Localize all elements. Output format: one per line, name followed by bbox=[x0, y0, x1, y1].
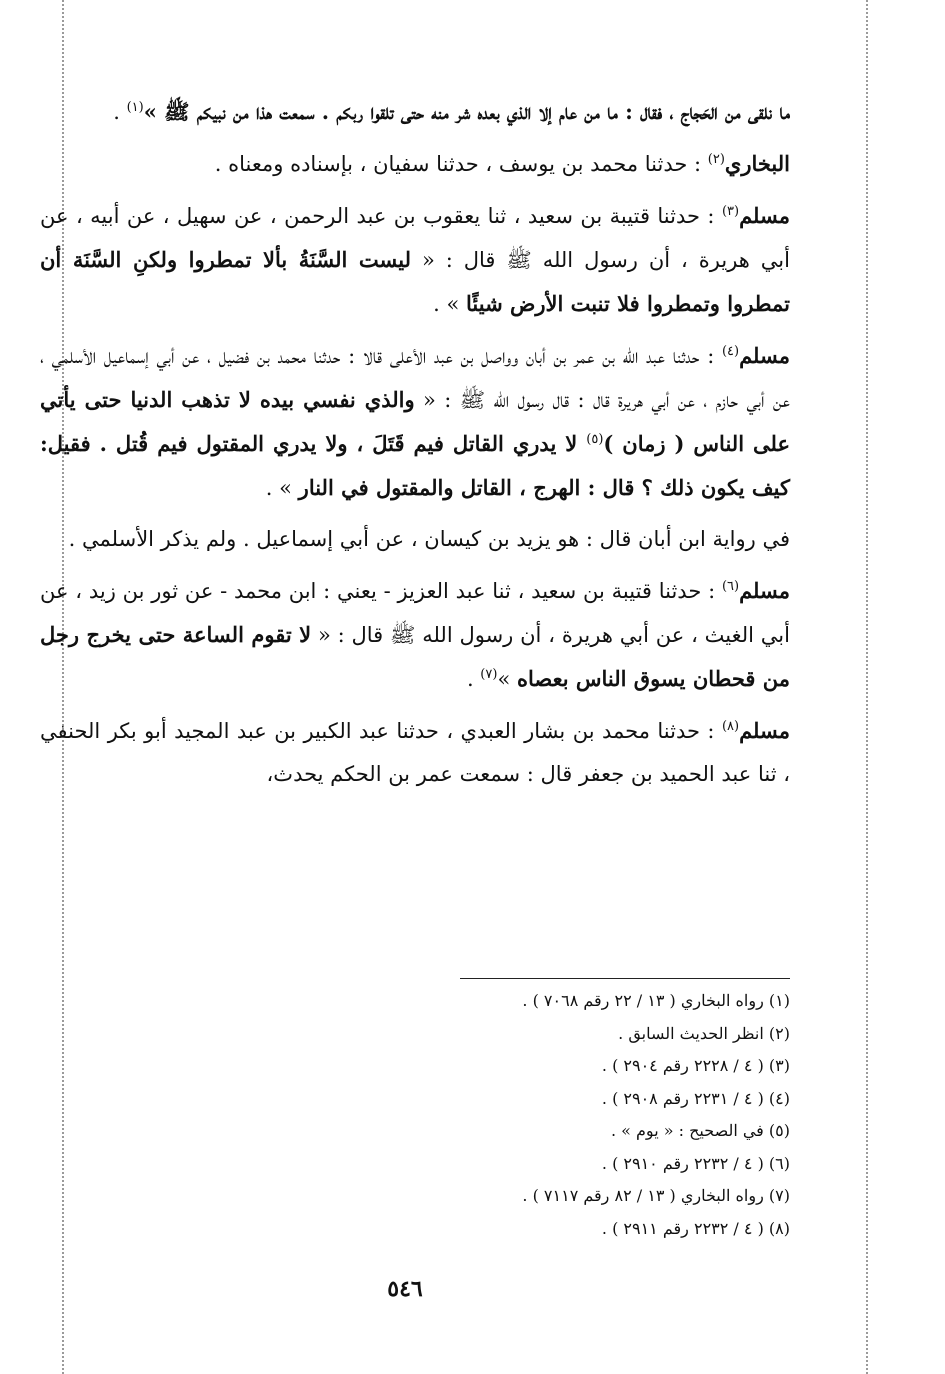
body-text: : حدثنا محمد بن يوسف ، حدثنا سفيان ، بإسناده ومعناه . bbox=[214, 152, 708, 176]
footnote-reference: (٧) bbox=[480, 667, 498, 682]
body-text: في رواية ابن أبان قال : هو يزيد بن كيسان ، عن أبي إسماعيل . ولم يذكر الأسلمي . bbox=[68, 527, 790, 551]
body-text: . bbox=[466, 667, 481, 691]
footnotes bbox=[300, 985, 790, 1245]
bold-text: مسلم bbox=[739, 203, 790, 228]
footnote-8: (٨) ( ٤ / ٢٢٣٢ رقم ٢٩١١ ) . bbox=[601, 1218, 790, 1238]
bold-text: ما نلقى من الحَجاج ، فقال : ما من عام إلا الذي بعده شر منه حتى تلقوا ربكم . سمعت هذا من نبيكم ﷺ » bbox=[143, 99, 790, 124]
footnote-separator bbox=[460, 978, 790, 979]
main-text bbox=[40, 90, 790, 804]
body-text: » bbox=[497, 667, 517, 691]
footnote-reference: (٤) bbox=[721, 344, 740, 359]
body-text: . bbox=[113, 100, 127, 124]
footnote-reference: (١) bbox=[126, 100, 144, 115]
paragraph-1 bbox=[40, 90, 790, 134]
body-text: » . bbox=[433, 292, 467, 316]
body-text: : حدثنا قتيبة بن سعيد ، ثنا عبد العزيز - يعني : ابن محمد - عن ثور بن زيد ، عن أبي الغيث ، عن أبي هريرة ، أن رسول الله ﷺ قال : « bbox=[40, 579, 790, 647]
footnote-reference: (٣) bbox=[721, 204, 740, 219]
footnote-7: (٧) رواه البخاري ( ١٣ / ٨٢ رقم ٧١١٧ ) . bbox=[522, 1186, 790, 1205]
paragraph-5 bbox=[40, 518, 790, 561]
footnote-6: (٦) ( ٤ / ٢٢٣٢ رقم ٢٩١٠ ) . bbox=[601, 1153, 790, 1173]
body-text: » . bbox=[265, 476, 299, 500]
page-number: ٥٤٦ bbox=[387, 1276, 423, 1302]
paragraph-2 bbox=[40, 142, 790, 186]
footnote-3: (٣) ( ٤ / ٢٢٢٨ رقم ٢٩٠٤ ) . bbox=[601, 1056, 790, 1075]
paragraph-4 bbox=[40, 334, 790, 510]
paragraph-7 bbox=[40, 709, 790, 796]
footnote-reference: (٢) bbox=[707, 152, 725, 167]
bold-text: لا تقوم الساعة حتى يخرج رجل من قحطان يسوق الناس بعصاه bbox=[40, 622, 790, 691]
bold-text: لا يدري القاتل فيم قَتَلَ ، ولا يدري المقتول فيم قُتل . فقيل: كيف يكون ذلك ؟ قال : الهرج ، القاتل والمقتول في النار bbox=[40, 431, 790, 500]
body-text: : حدثنا قتيبة بن سعيد ، ثنا يعقوب بن عبد الرحمن ، عن سهيل ، عن أبيه ، عن أبي هريرة ، أن رسول الله ﷺ قال : « bbox=[40, 204, 790, 272]
body-text: : حدثنا محمد بن بشار العبدي ، حدثنا عبد الكبير بن عبد المجيد أبو بكر الحنفي ، ثنا عبد الحميد بن جعفر قال : سمعت عمر بن الحكم يحدث، bbox=[40, 719, 790, 786]
bold-text: البخاري bbox=[724, 151, 790, 176]
bold-text: ليست السَّنَةُ بألا تمطروا ولكنِ السَّنَة أن تمطروا وتمطروا فلا تنبت الأرض شيئًا bbox=[40, 247, 790, 316]
footnote-1: (١) رواه البخاري ( ١٣ / ٢٢ رقم ٧٠٦٨ ) . bbox=[522, 991, 790, 1010]
footnote-reference: (٨) bbox=[721, 719, 740, 734]
bold-text: مسلم bbox=[739, 718, 790, 743]
footnote-reference: (٦) bbox=[721, 579, 740, 594]
body-text: : حدثنا عبد الله بن عمر بن أبان وواصل بن عبد الأعلى قالا : حدثنا محمد بن فضيل ، عن أبي إسماعيل الأسلمي ، عن أبي حازم ، عن أبي هريرة قال : قال رسول الله ﷺ : « bbox=[40, 344, 790, 412]
bold-text: مسلم bbox=[739, 578, 790, 603]
footnote-5: (٥) في الصحيح : « يوم » . bbox=[610, 1121, 790, 1140]
paragraph-3 bbox=[40, 194, 790, 326]
paragraph-6 bbox=[40, 569, 790, 701]
footnote-reference: (٥) bbox=[586, 432, 604, 447]
scan-margin-dots-right bbox=[866, 0, 868, 1374]
footnote-2: (٢) انظر الحديث السابق . bbox=[618, 1023, 790, 1043]
bold-text: مسلم bbox=[739, 343, 790, 368]
footnote-4: (٤) ( ٤ / ٢٢٣١ رقم ٢٩٠٨ ) . bbox=[601, 1088, 790, 1108]
bold-text: والذي نفسي بيده لا تذهب الدنيا حتى يأتي على الناس ( زمان ) bbox=[40, 387, 791, 456]
